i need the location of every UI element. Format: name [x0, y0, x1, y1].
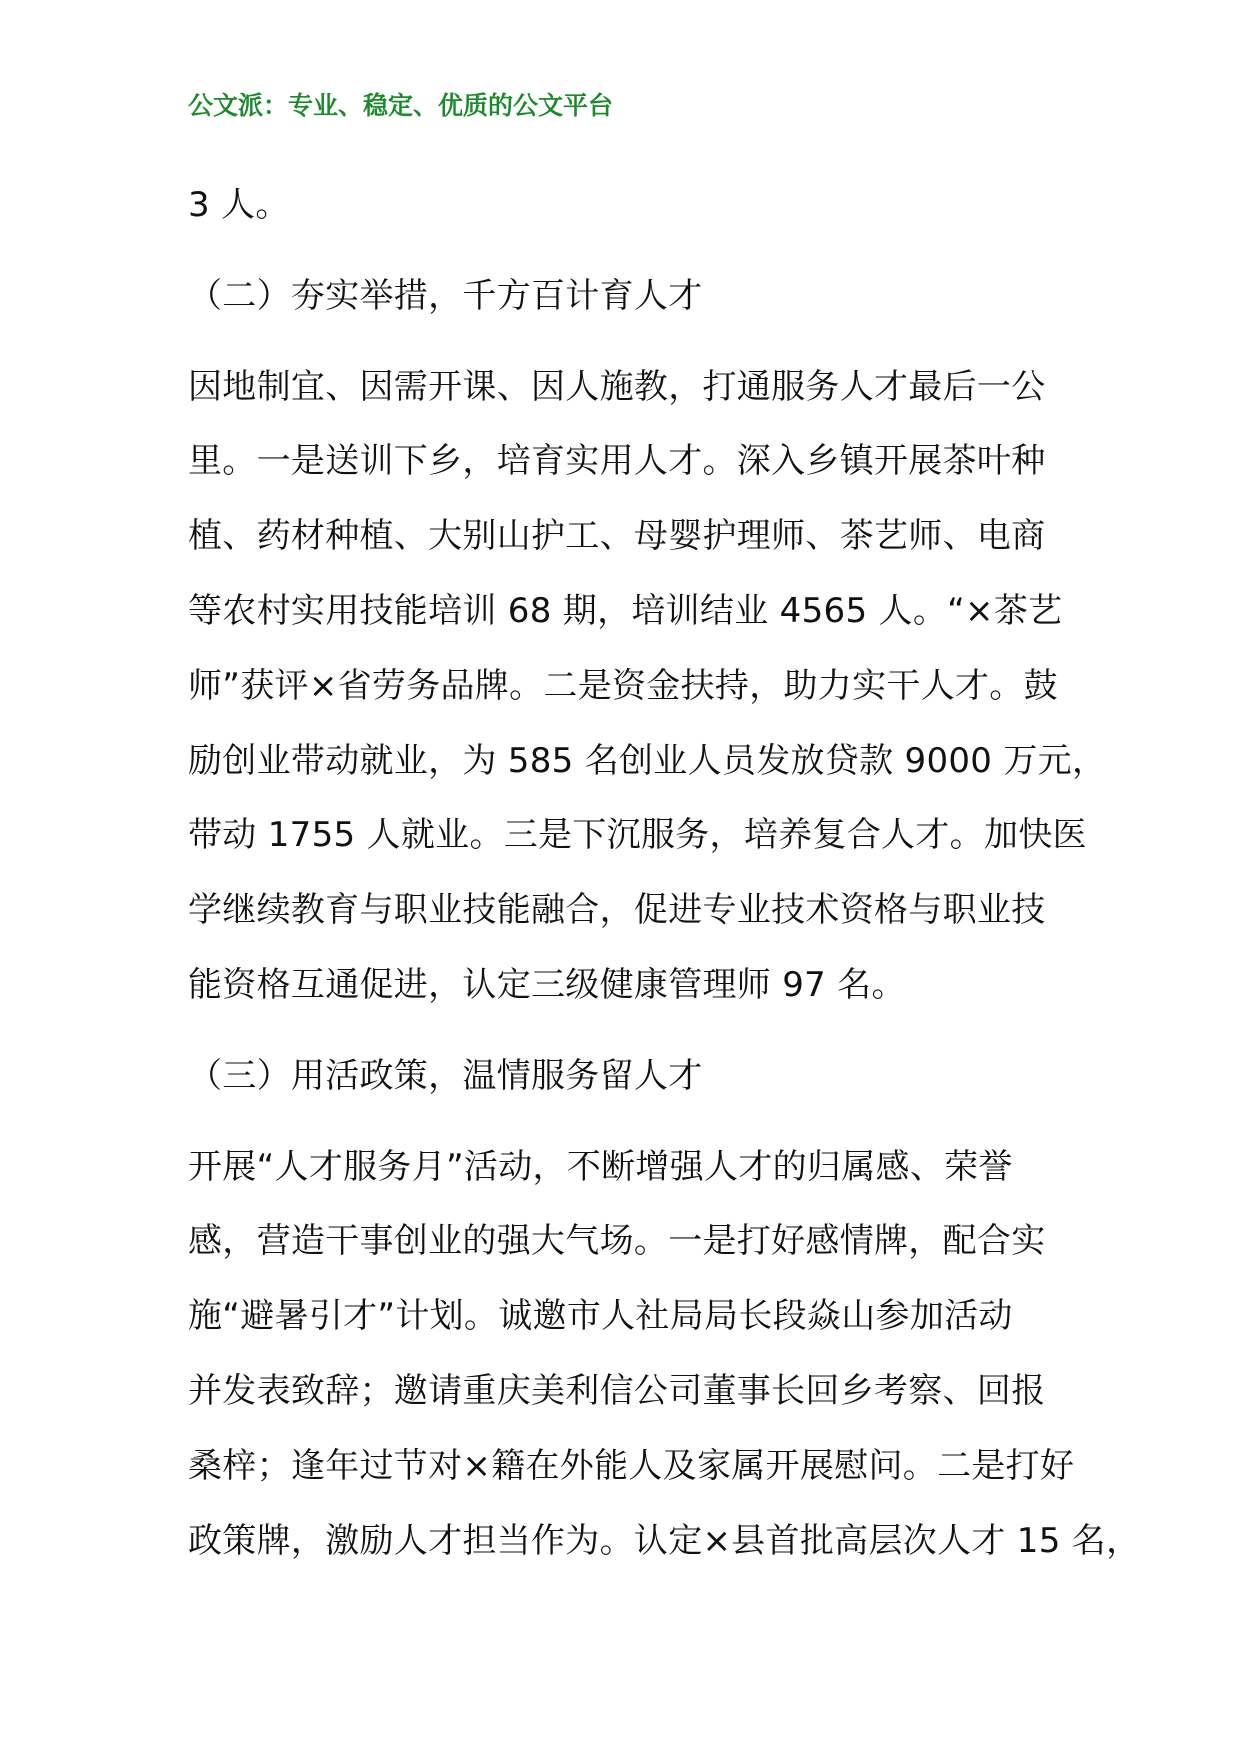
text-line: 植、药材种植、大别山护工、母婴护理师、茶艺师、电商	[188, 516, 1046, 557]
text-line: 带动 1755 人就业。三是下沉服务，培养复合人才。加快医	[188, 815, 1087, 856]
text-line: 感，营造干事创业的强大气场。一是打好感情牌，配合实	[188, 1221, 1046, 1262]
text-line: 等农村实用技能培训 68 期，培训结业 4565 人。“×茶艺	[188, 590, 1063, 631]
text-line: 施“避暑引才”计划。诚邀市人社局局长段焱山参加活动	[188, 1296, 1013, 1337]
paragraph-continuation: 3 人。	[188, 185, 290, 225]
text-line: 师”获评×省劳务品牌。二是资金扶持，助力实干人才。鼓	[188, 665, 1058, 706]
text-line: 能资格互通促进，认定三级健康管理师 97 名。	[188, 964, 906, 1005]
text-line: 并发表致辞；邀请重庆美利信公司董事长回乡考察、回报	[188, 1370, 1046, 1411]
text-line: 学继续教育与职业技能融合，促进专业技术资格与职业技	[188, 890, 1046, 931]
text-line: 开展“人才服务月”活动，不断增强人才的归属感、荣誉	[188, 1146, 1013, 1187]
text-line: 桑梓；逢年过节对×籍在外能人及家属开展慰问。二是打好	[188, 1445, 1075, 1486]
text-line: 因地制宜、因需开课、因人施教，打通服务人才最后一公	[188, 366, 1046, 407]
document-body	[188, 168, 1141, 1578]
section-heading-3: （三）用活政策，温情服务留人才	[188, 1055, 703, 1096]
document-header: 公文派：专业、稳定、优质的公文平台	[188, 91, 614, 120]
section-heading-2: （二）夯实举措，千方百计育人才	[188, 275, 703, 316]
paragraph-section-3	[188, 1130, 1141, 1579]
text-line: 里。一是送训下乡，培育实用人才。深入乡镇开展茶叶种	[188, 441, 1046, 482]
text-line: 励创业带动就业，为 585 名创业人员发放贷款 9000 万元，	[188, 740, 1107, 781]
text-line: 政策牌，激励人才担当作为。认定×县首批高层次人才 15 名，	[188, 1520, 1141, 1561]
paragraph-section-2	[188, 350, 1107, 1023]
